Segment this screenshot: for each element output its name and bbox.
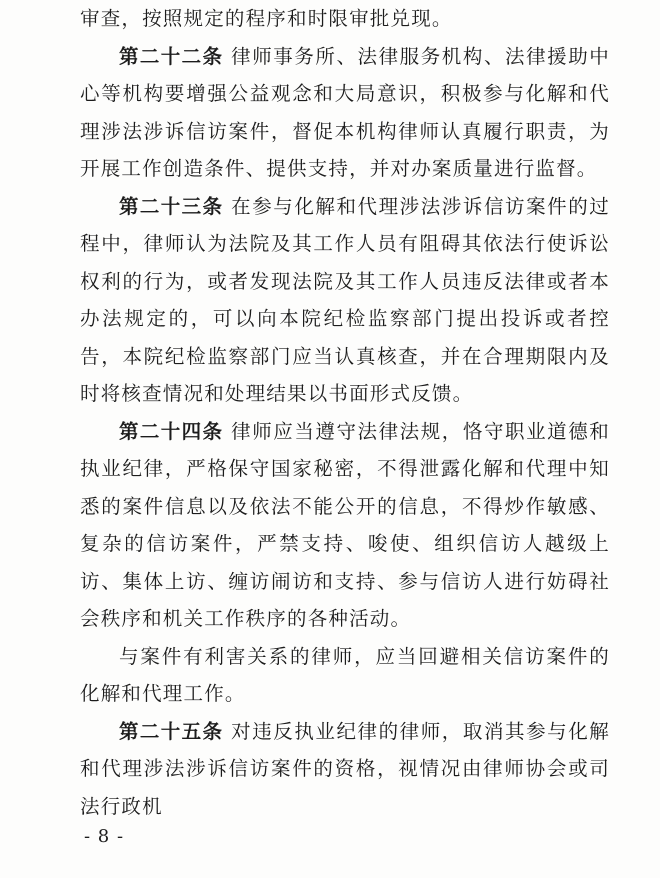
article-text: 在参与化解和代理涉法涉诉信访案件的过程中，律师认为法院及其工作人员有阻碍其依法行使诉讼权利的行为，或者发现法院及其工作人员违反法律或者本办法规定的，可以向本院纪检监察部门提出投诉或者控告，本院纪检监察部门应当认真核查，并在合理期限内及时将核查情况和处理结果以书面形式反馈。 [80,194,610,405]
paragraph-text: 与案件有利害关系的律师，应当回避相关信访案件的化解和代理工作。 [80,644,610,705]
article-number: 第二十二条 [119,44,224,68]
article-number: 第二十五条 [119,719,224,743]
page-number: - 8 - [84,826,125,847]
article-24-clause-2 [80,638,610,713]
paragraph-continuation [80,0,610,38]
document-body [80,0,610,825]
article-22 [80,38,610,188]
article-text: 律师事务所、法律服务机构、法律援助中心等机构要增强公益观念和大局意识，积极参与化解和代理涉法涉诉信访案件，督促本机构律师认真履行职责，为开展工作创造条件、提供支持，并对办案质量进行监督。 [80,44,610,180]
article-23 [80,188,610,413]
article-text: 对违反执业纪律的律师，取消其参与化解和代理涉法涉诉信访案件的资格，视情况由律师协会或司法行政机 [80,719,610,818]
article-24 [80,413,610,638]
paragraph-text: 审查，按照规定的程序和时限审批兑现。 [80,7,453,30]
article-text: 律师应当遵守法律法规，恪守职业道德和执业纪律，严格保守国家秘密，不得泄露化解和代理中知悉的案件信息以及依法不能公开的信息，不得炒作敏感、复杂的信访案件，严禁支持、唆使、组织信访人越级上访、集体上访、缠访闹访和支持、参与信访人进行妨碍社会秩序和机关工作秩序的各种活动。 [80,419,610,630]
article-number: 第二十四条 [119,419,224,443]
article-25 [80,713,610,826]
article-number: 第二十三条 [119,194,224,218]
